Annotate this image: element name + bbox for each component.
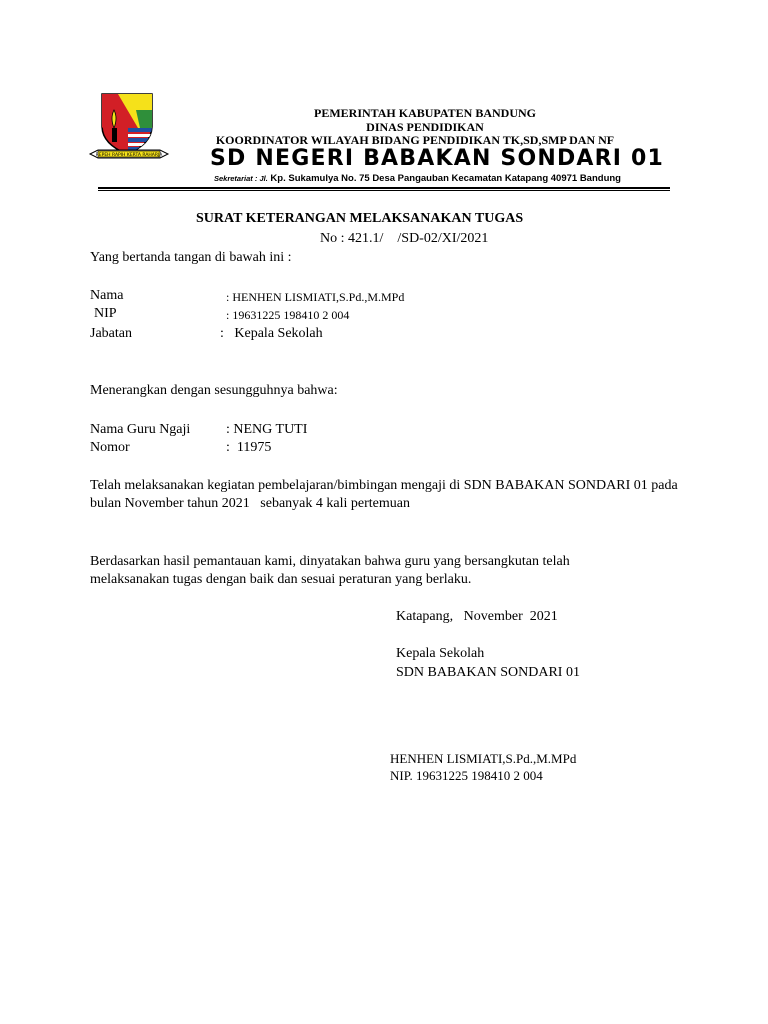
field-label-nama-guru: Nama Guru Ngaji xyxy=(90,422,191,437)
field-value-nip: : 19631225 198410 2 004 xyxy=(226,308,350,322)
letterhead-coordinator: KOORDINATOR WILAYAH BIDANG PENDIDIKAN TK,SD,SMP DAN NF xyxy=(215,133,615,147)
letterhead-divider-thin xyxy=(98,190,670,191)
school-name: SD NEGERI BABAKAN SONDARI 01 xyxy=(210,146,665,171)
field-label-nama: Nama xyxy=(90,288,124,303)
letterhead-department: DINAS PENDIDIKAN xyxy=(366,120,484,134)
signer-nip xyxy=(390,768,543,784)
field-value-nama: : HENHEN LISMIATI,S.Pd.,M.MPd xyxy=(226,290,405,304)
document-title: SURAT KETERANGAN MELAKSANAKAN TUGAS xyxy=(196,211,524,226)
activity-paragraph: Telah melaksanakan kegiatan pembelajaran/bimbingan mengaji di SDN BABAKAN SONDARI 01 pada bulan November tahun 2021 sebanyak 4 kali pertemuan xyxy=(90,478,682,511)
address-label: Sekretariat : Jl. xyxy=(214,174,268,183)
signer-institution: SDN BABAKAN SONDARI 01 xyxy=(396,665,580,680)
field-value-jabatan: : Kepala Sekolah xyxy=(220,326,323,341)
letterhead-government: PEMERINTAH KABUPATEN BANDUNG xyxy=(313,106,536,120)
address-text: Kp. Sukamulya No. 75 Desa Pangauban Kecamatan Katapang 40971 Bandung xyxy=(270,173,621,184)
letterhead-address xyxy=(214,173,621,184)
bandung-regency-emblem-icon xyxy=(88,88,170,168)
field-value-nama-guru: : NENG TUTI xyxy=(226,422,308,437)
document-number: No : 421.1/ /SD-02/XI/2021 xyxy=(320,231,489,246)
field-label-jabatan: Jabatan xyxy=(90,326,132,341)
signer-name: HENHEN LISMIATI,S.Pd.,M.MPd xyxy=(390,751,577,766)
field-label-nip: NIP xyxy=(94,306,117,321)
place-date: Katapang, November 2021 xyxy=(396,609,558,624)
logo-ribbon-text: REPEH RAPIH KERTA RAHARJA xyxy=(95,153,163,158)
letterhead-divider xyxy=(98,187,670,189)
field-label-nomor: Nomor xyxy=(90,440,130,455)
signer-nip-value: 19631225 198410 2 004 xyxy=(416,768,543,783)
signer-nip-label: NIP. xyxy=(390,768,413,783)
statement-text: Menerangkan dengan sesungguhnya bahwa: xyxy=(90,383,338,398)
assessment-paragraph: Berdasarkan hasil pemantauan kami, dinyatakan bahwa guru yang bersangkutan telah melaksanakan tugas dengan baik dan sesuai peraturan yang berlaku. xyxy=(90,554,570,587)
field-value-nomor: : 11975 xyxy=(226,440,272,455)
intro-text: Yang bertanda tangan di bawah ini : xyxy=(90,250,292,265)
signer-position: Kepala Sekolah xyxy=(396,646,485,661)
